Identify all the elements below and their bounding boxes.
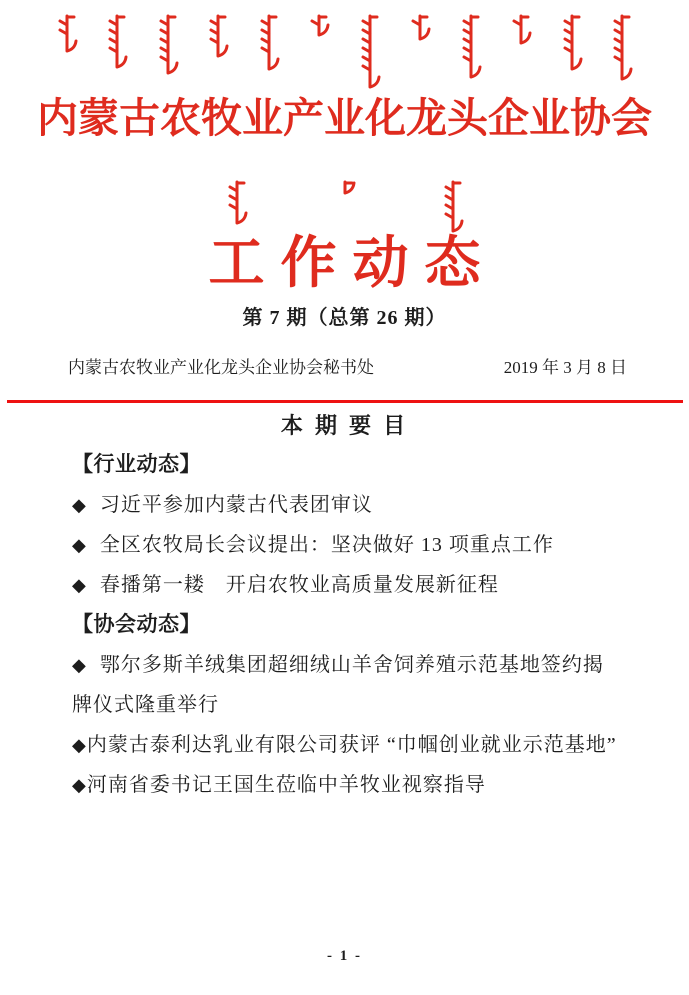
publication-info-row [0, 356, 689, 380]
page-number: - 1 - [327, 948, 362, 964]
toc-item [72, 565, 620, 605]
mongolian-script-row-top [56, 14, 634, 92]
toc-item-text: 河南省委书记王国生莅临中羊牧业视察指导 [86, 774, 486, 796]
toc-item [72, 725, 620, 765]
mongolian-glyph [106, 14, 128, 70]
issue-number-line: 第 7 期（总第 26 期） [242, 307, 447, 329]
mongolian-glyph [56, 14, 78, 54]
mongolian-glyph [359, 14, 381, 90]
mongolian-glyph [258, 14, 280, 72]
diamond-bullet-icon: ◆ [72, 735, 87, 755]
mongolian-glyph [409, 14, 431, 42]
toc-item-text: 内蒙古泰利达乳业有限公司获评 “巾帼创业就业示范基地” [86, 734, 617, 756]
diamond-bullet-icon: ◆ [72, 535, 87, 555]
publish-date: 2019 年 3 月 8 日 [503, 358, 627, 377]
toc-item-text: 春播第一耧 开启农牧业高质量发展新征程 [99, 574, 499, 596]
mongolian-glyph [226, 180, 248, 226]
toc-item-text: 习近平参加内蒙古代表团审议 [99, 494, 373, 516]
toc-item [72, 525, 620, 565]
publisher-name: 内蒙古农牧业产业化龙头企业协会秘书处 [68, 358, 374, 377]
bulletin-title: 工作动态 [208, 233, 497, 295]
mongolian-glyph [207, 14, 229, 59]
mongolian-glyph [611, 14, 633, 82]
toc-item [72, 765, 620, 805]
mongolian-glyph [561, 14, 583, 72]
mongolian-glyph [308, 14, 330, 38]
diamond-bullet-icon: ◆ [72, 775, 87, 795]
mongolian-script-row-sub [226, 180, 464, 234]
toc-section-heading: 【协会动态】 [72, 613, 201, 636]
mongolian-glyph [157, 14, 179, 76]
toc-item [72, 645, 620, 725]
diamond-bullet-icon: ◆ [72, 495, 87, 515]
mongolian-glyph [510, 14, 532, 46]
diamond-bullet-icon: ◆ [72, 575, 87, 595]
toc-sections [0, 441, 689, 805]
toc-item-text: 鄂尔多斯羊绒集团超细绒山羊舍饲养殖示范基地签约揭牌仪式隆重举行 [72, 654, 604, 716]
toc-item-text: 全区农牧局长会议提出：坚决做好 13 项重点工作 [99, 534, 554, 556]
red-divider-rule [7, 400, 683, 403]
mongolian-glyph [460, 14, 482, 80]
toc-section-heading: 【行业动态】 [72, 453, 201, 476]
diamond-bullet-icon: ◆ [72, 655, 87, 675]
toc-title: 本 期 要 目 [280, 413, 409, 438]
toc-item [72, 485, 620, 525]
mongolian-glyph [442, 180, 464, 234]
mongolian-glyph [334, 180, 356, 196]
org-title: 内蒙古农牧业产业化龙头企业协会 [37, 95, 652, 141]
